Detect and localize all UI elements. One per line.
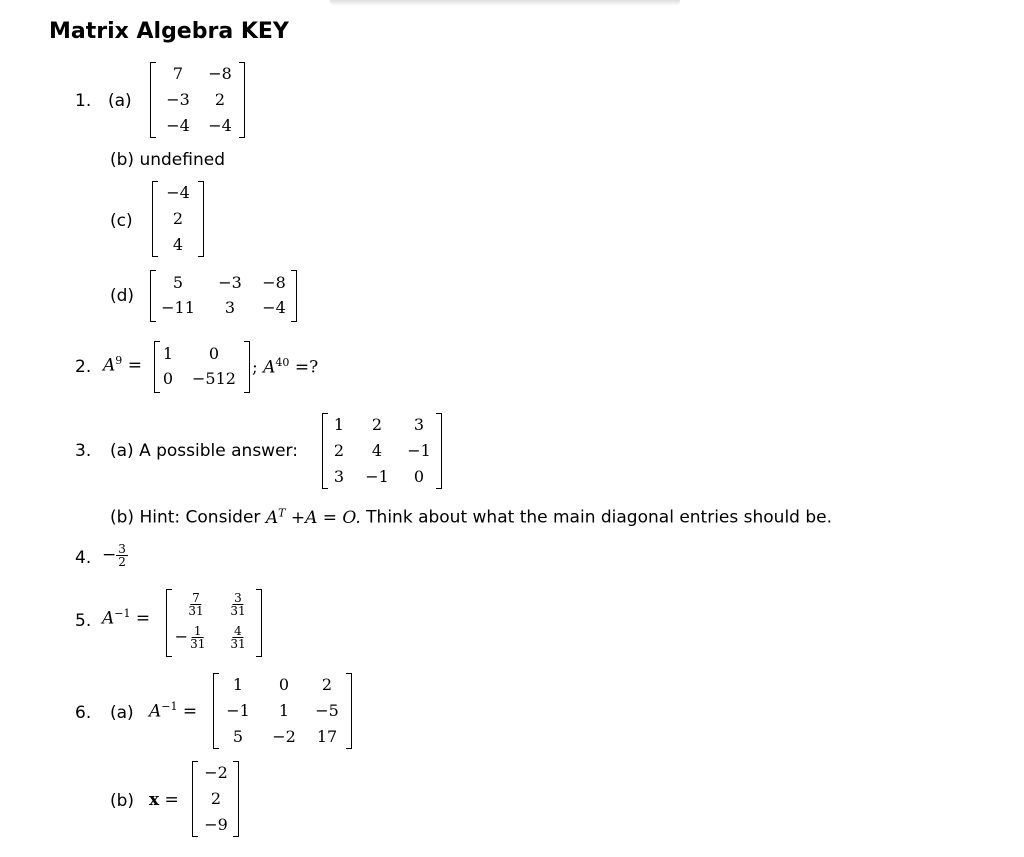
fraction [188, 625, 207, 650]
exponent: 9 [115, 354, 123, 367]
matrix-entry: 2 [214, 90, 226, 109]
matrix-entry: 5 [232, 727, 244, 746]
equals-sign: = [127, 355, 142, 376]
matrix-entry: 3 [413, 415, 425, 434]
left-bracket [150, 270, 156, 322]
variable-a: A [103, 355, 116, 376]
hint-suffix: Think about what the main diagonal entries should be. [366, 507, 833, 528]
variable-a: A [102, 608, 115, 629]
matrix-entry [175, 625, 208, 650]
denominator: 31 [188, 604, 204, 618]
minus-sign: − [174, 627, 189, 646]
problem-6-number: 6. [75, 703, 92, 723]
problem-2-lhs [103, 354, 142, 376]
problem-6b-lhs [149, 790, 179, 810]
right-bracket [291, 270, 297, 322]
matrix-entry: 1 [333, 415, 345, 434]
exponent: −1 [161, 700, 178, 713]
matrix-entry: 1 [278, 701, 290, 720]
matrix-entry: −1 [407, 441, 431, 460]
left-bracket [322, 413, 328, 489]
left-bracket [154, 341, 160, 393]
problem-5-number: 5. [75, 611, 92, 631]
matrix-entry: 1 [162, 344, 174, 363]
window-top-shadow [330, 0, 680, 6]
denominator: 31 [190, 637, 206, 651]
problem-2-matrix [154, 341, 250, 393]
numerator: 7 [192, 591, 200, 605]
matrix-entry: −4 [208, 116, 232, 135]
exponent: −1 [114, 607, 131, 620]
numerator: 3 [118, 542, 126, 556]
problem-6b-label: (b) [110, 791, 135, 811]
matrix-entry: −11 [161, 298, 195, 317]
left-bracket [213, 673, 219, 749]
problem-4-answer [102, 543, 128, 568]
left-bracket [166, 589, 172, 657]
problem-6a-lhs [149, 700, 197, 722]
matrix-entry: 2 [371, 415, 383, 434]
fraction [228, 592, 247, 617]
fraction [228, 625, 247, 650]
equals-sign: = [135, 608, 151, 629]
denominator: 31 [230, 604, 246, 618]
problem-1a-matrix [150, 62, 245, 138]
matrix-entry: −4 [166, 116, 190, 135]
exponent: 40 [275, 356, 290, 369]
right-bracket [198, 181, 204, 257]
matrix-entry: 0 [208, 344, 220, 363]
matrix-entry: −3 [166, 90, 190, 109]
problem-6b-matrix [192, 761, 239, 837]
problem-6a-matrix [213, 673, 352, 749]
equals-sign: = [182, 701, 198, 722]
matrix-entry: −1 [365, 467, 389, 486]
numerator: 1 [193, 624, 202, 638]
hint-equation [266, 508, 361, 528]
right-bracket [244, 341, 250, 393]
left-bracket [192, 761, 198, 837]
matrix-entry: 4 [371, 441, 383, 460]
problem-1d-label: (d) [110, 286, 135, 306]
matrix-entry [228, 625, 247, 650]
matrix-entry: −2 [204, 763, 228, 782]
right-bracket [346, 673, 352, 749]
problem-1d-matrix [150, 270, 297, 322]
problem-1c-label: (c) [110, 211, 133, 231]
matrix-entry: 0 [413, 467, 425, 486]
minus-sign: − [102, 545, 117, 565]
right-bracket [256, 589, 262, 657]
matrix-entry: −1 [226, 701, 250, 720]
problem-3b-hint [110, 503, 832, 528]
hint-prefix: (b) Hint: Consider [110, 507, 261, 528]
matrix-entry: −8 [208, 64, 232, 83]
matrix-entry: 2 [172, 209, 184, 228]
semicolon: ; [252, 357, 258, 378]
denominator: 31 [230, 637, 246, 651]
right-bracket [233, 761, 239, 837]
problem-3-number: 3. [75, 441, 92, 461]
matrix-entry: −512 [192, 369, 236, 388]
problem-6a-label: (a) [110, 703, 134, 723]
variable-a: A [149, 701, 162, 722]
variable-a: A [263, 357, 276, 378]
matrix-entry: −3 [218, 273, 242, 292]
matrix-entry: 5 [172, 273, 184, 292]
problem-5-matrix [166, 589, 262, 657]
problem-2-number: 2. [75, 357, 92, 377]
matrix-entry: 2 [333, 441, 345, 460]
matrix-entry: 7 [172, 64, 184, 83]
problem-3a-label: (a) A possible answer: [110, 441, 298, 461]
page-title: Matrix Algebra KEY [49, 19, 289, 44]
matrix-entry: −4 [166, 183, 190, 202]
numerator: 4 [234, 624, 242, 638]
matrix-entry: 0 [278, 675, 290, 694]
problem-2-question [252, 356, 318, 378]
matrix-entry [186, 592, 205, 617]
matrix-entry: 2 [210, 789, 222, 808]
matrix-entry: −8 [262, 273, 286, 292]
problem-4-number: 4. [75, 548, 92, 568]
right-bracket [239, 62, 245, 138]
right-bracket [436, 413, 442, 489]
denominator: 2 [118, 555, 126, 569]
problem-3a-matrix [322, 413, 442, 489]
variable-a: A [265, 507, 279, 528]
equals-sign: = [164, 790, 179, 810]
matrix-entry [228, 592, 247, 617]
matrix-entry: 17 [316, 727, 338, 746]
problem-1-number: 1. [75, 91, 92, 111]
fraction [116, 543, 128, 568]
equation-rest: +A = O. [290, 507, 361, 528]
problem-5-lhs [102, 607, 150, 629]
vector-x: x [149, 790, 160, 810]
matrix-entry: 1 [232, 675, 244, 694]
matrix-entry: 3 [333, 467, 345, 486]
matrix-entry: −9 [204, 815, 228, 834]
problem-1b-answer: (b) undefined [110, 150, 225, 170]
matrix-entry: −5 [315, 701, 339, 720]
left-bracket [152, 181, 158, 257]
numerator: 3 [234, 591, 242, 605]
matrix-entry: 0 [162, 369, 174, 388]
matrix-entry: 2 [321, 675, 333, 694]
matrix-entry: 3 [224, 298, 236, 317]
fraction [186, 592, 205, 617]
matrix-entry: −2 [272, 727, 296, 746]
question-mark: =? [294, 357, 319, 378]
transpose-superscript: T [278, 506, 286, 519]
problem-1a-label: (a) [108, 91, 132, 111]
matrix-entry: 4 [172, 235, 184, 254]
matrix-entry: −4 [262, 298, 286, 317]
left-bracket [150, 62, 156, 138]
problem-1c-matrix [152, 181, 204, 257]
